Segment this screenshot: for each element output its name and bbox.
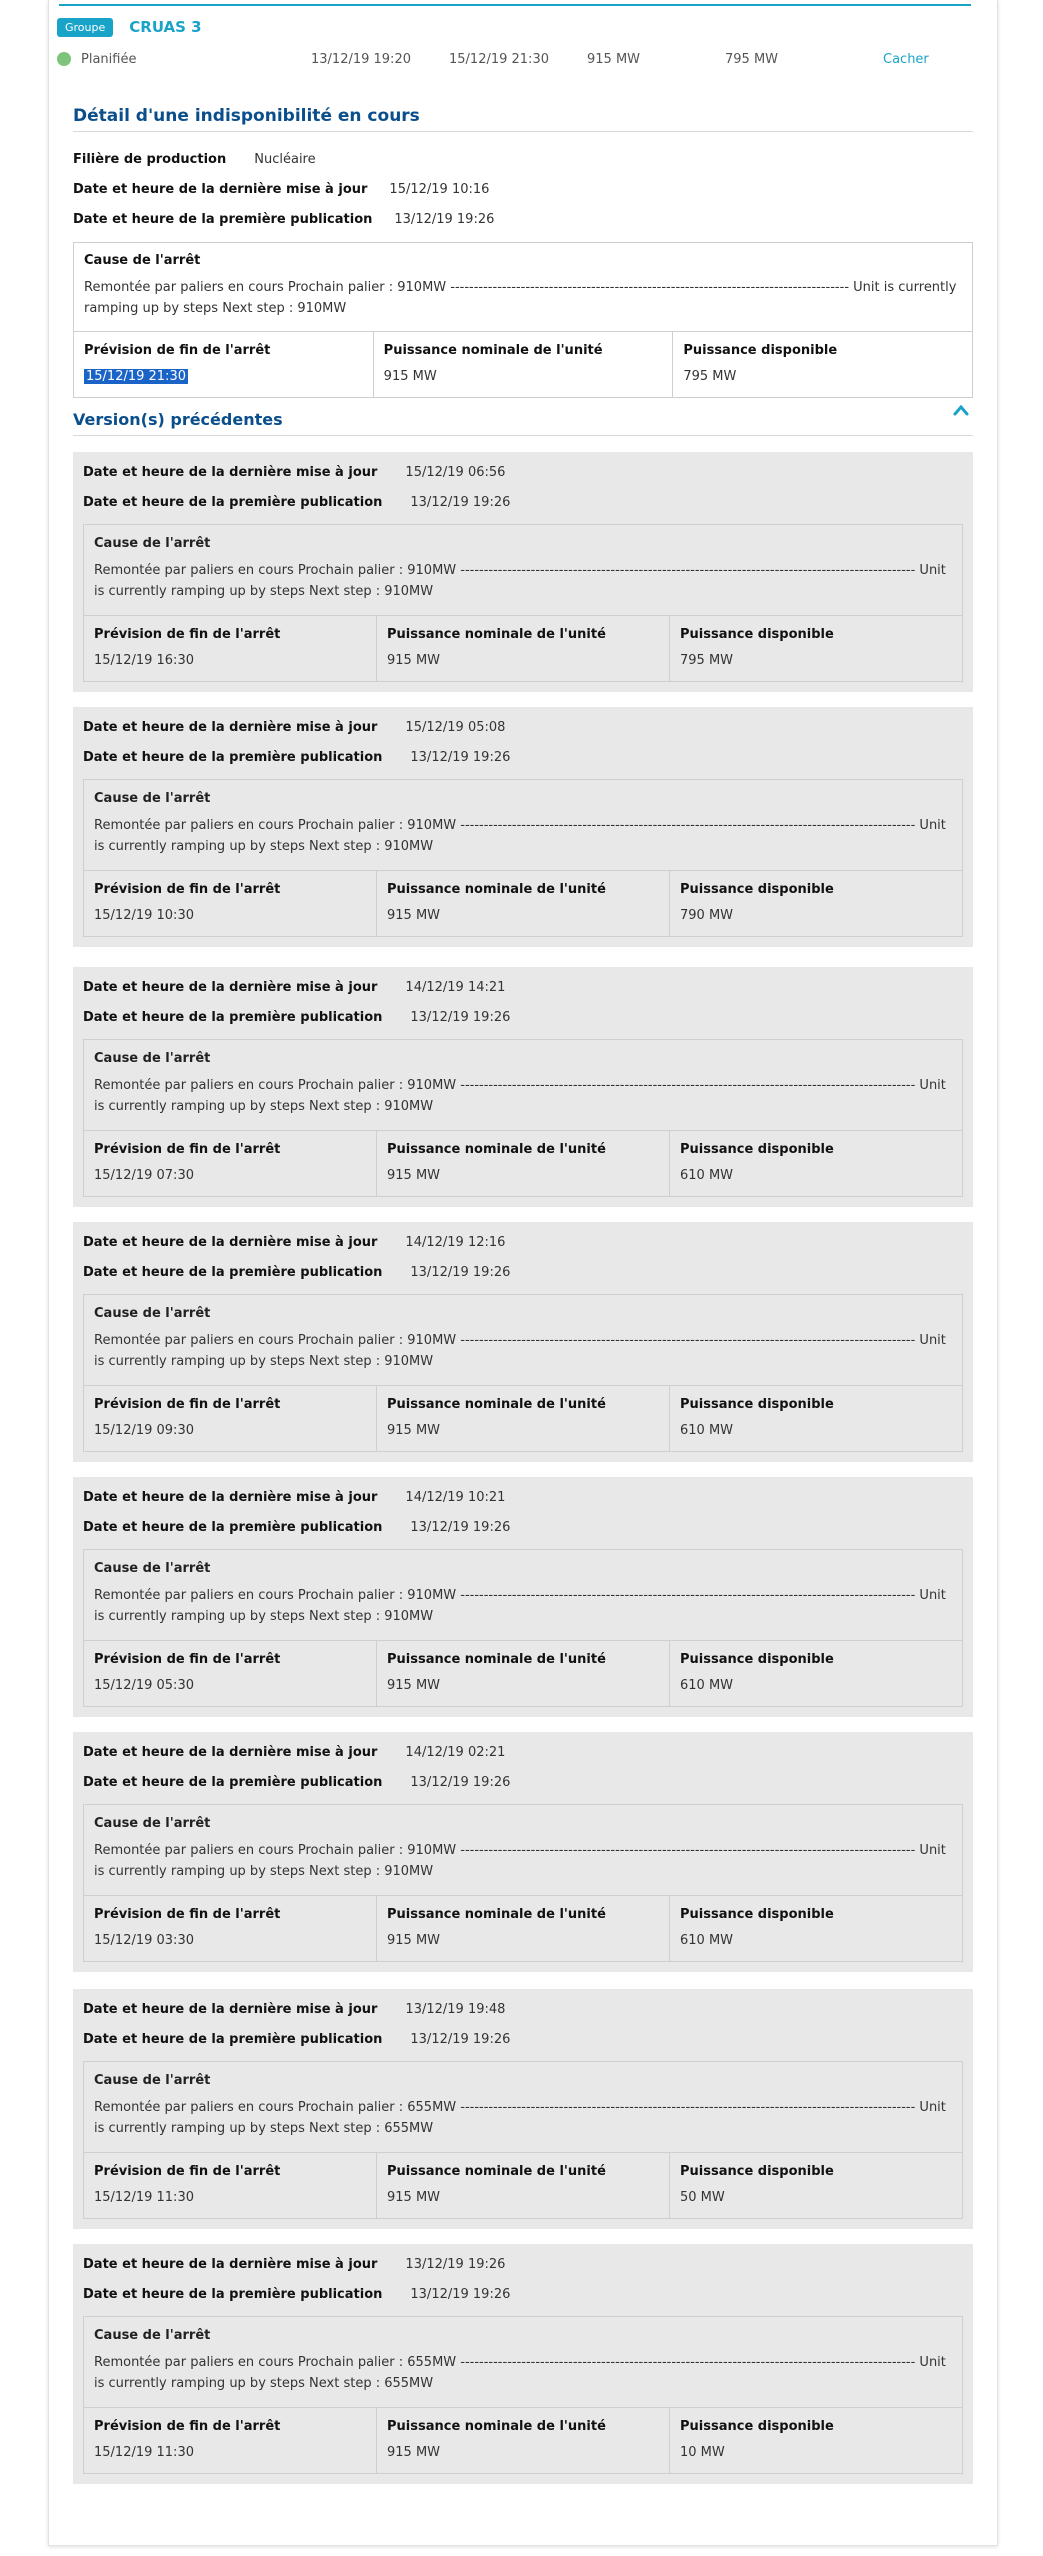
version-first-pub-label: Date et heure de la première publication xyxy=(83,2031,383,2047)
version-nominal-value: 915 MW xyxy=(387,908,441,923)
unavailability-panel xyxy=(48,0,998,2546)
version-first-pub-row xyxy=(83,1516,510,1538)
version-first-pub-label: Date et heure de la première publication xyxy=(83,1009,383,1025)
version-last-update-value: 15/12/19 06:56 xyxy=(405,464,506,480)
version-last-update-value: 14/12/19 14:21 xyxy=(405,979,506,995)
version-available-label: Puissance disponible xyxy=(680,1142,834,1157)
version-cells xyxy=(84,615,962,681)
version-cause-label: Cause de l'arrêt xyxy=(94,2328,211,2343)
version-last-update-row xyxy=(83,976,505,998)
version-end-forecast-label: Prévision de fin de l'arrêt xyxy=(94,882,281,897)
version-first-pub-label: Date et heure de la première publication xyxy=(83,1774,383,1790)
version-nominal-cell xyxy=(377,2408,670,2473)
version-last-update-row xyxy=(83,1998,505,2020)
version-first-pub-row xyxy=(83,746,510,768)
detail-cells xyxy=(74,331,972,397)
version-first-pub-value: 13/12/19 19:26 xyxy=(410,494,511,510)
version-cells xyxy=(84,1895,962,1961)
version-cause-text: Remontée par paliers en cours Prochain palier : 655MW ------------------------------------------------------------------------------------------------- Unit is currently ramping up by steps Next step : 655MW xyxy=(94,2355,946,2391)
version-first-pub-row xyxy=(83,491,510,513)
version-nominal-cell xyxy=(377,2153,670,2218)
version-end-forecast-cell xyxy=(84,2153,377,2218)
version-first-pub-value: 13/12/19 19:26 xyxy=(410,2031,511,2047)
version-nominal-value: 915 MW xyxy=(387,2190,441,2205)
version-last-update-row xyxy=(83,461,505,483)
version-available-cell xyxy=(670,1641,962,1706)
chevron-up-icon[interactable] xyxy=(953,404,969,416)
version-last-update-label: Date et heure de la dernière mise à jour xyxy=(83,719,378,735)
version-cause-text: Remontée par paliers en cours Prochain palier : 910MW ------------------------------------------------------------------------------------------------- Unit is currently ramping up by steps Next step : 910MW xyxy=(94,1078,946,1114)
version-available-cell xyxy=(670,2408,962,2473)
hide-link[interactable]: Cacher xyxy=(883,51,929,67)
version-detail-box xyxy=(83,2061,963,2219)
unit-name[interactable]: CRUAS 3 xyxy=(129,18,202,36)
version-cells xyxy=(84,1640,962,1706)
version-available-cell xyxy=(670,871,962,936)
cause-label: Cause de l'arrêt xyxy=(84,253,201,268)
available-value: 795 MW xyxy=(683,369,737,384)
version-first-pub-row xyxy=(83,2028,510,2050)
version-available-label: Puissance disponible xyxy=(680,2164,834,2179)
version-cause-label: Cause de l'arrêt xyxy=(94,1306,211,1321)
version-last-update-label: Date et heure de la dernière mise à jour xyxy=(83,1234,378,1250)
version-nominal-cell xyxy=(377,1641,670,1706)
version-cause-label: Cause de l'arrêt xyxy=(94,1561,211,1576)
version-available-label: Puissance disponible xyxy=(680,1397,834,1412)
version-available-label: Puissance disponible xyxy=(680,1907,834,1922)
version-card xyxy=(73,707,973,947)
detail-title: Détail d'une indisponibilité en cours xyxy=(73,106,973,132)
version-card xyxy=(73,1477,973,1717)
version-cells xyxy=(84,2152,962,2218)
nominal-label: Puissance nominale de l'unité xyxy=(383,343,603,358)
version-last-update-label: Date et heure de la dernière mise à jour xyxy=(83,1489,378,1505)
version-card xyxy=(73,2244,973,2484)
version-available-cell xyxy=(670,616,962,681)
status-text: Planifiée xyxy=(81,51,137,67)
previous-title: Version(s) précédentes xyxy=(73,410,973,436)
version-end-forecast-cell xyxy=(84,616,377,681)
version-cause-label: Cause de l'arrêt xyxy=(94,536,211,551)
version-last-update-value: 14/12/19 10:21 xyxy=(405,1489,506,1505)
version-last-update-row xyxy=(83,2253,505,2275)
last-update-label: Date et heure de la dernière mise à jour xyxy=(73,181,368,197)
version-available-label: Puissance disponible xyxy=(680,882,834,897)
filiere-value: Nucléaire xyxy=(254,151,316,167)
version-detail-box xyxy=(83,1549,963,1707)
version-card xyxy=(73,452,973,692)
version-available-cell xyxy=(670,1386,962,1451)
version-last-update-value: 15/12/19 05:08 xyxy=(405,719,506,735)
version-end-forecast-cell xyxy=(84,1131,377,1196)
version-detail-box xyxy=(83,779,963,937)
version-nominal-label: Puissance nominale de l'unité xyxy=(387,2419,606,2434)
status-row xyxy=(57,48,989,70)
version-end-forecast-label: Prévision de fin de l'arrêt xyxy=(94,1397,281,1412)
version-first-pub-row xyxy=(83,1771,510,1793)
version-end-forecast-value: 15/12/19 11:30 xyxy=(94,2445,194,2460)
version-last-update-value: 14/12/19 12:16 xyxy=(405,1234,506,1250)
version-cause-text: Remontée par paliers en cours Prochain palier : 910MW ------------------------------------------------------------------------------------------------- Unit is currently ramping up by steps Next step : 910MW xyxy=(94,818,946,854)
version-available-label: Puissance disponible xyxy=(680,2419,834,2434)
version-last-update-value: 13/12/19 19:48 xyxy=(405,2001,506,2017)
version-end-forecast-value: 15/12/19 05:30 xyxy=(94,1678,194,1693)
version-available-value: 610 MW xyxy=(680,1423,734,1438)
last-update-row xyxy=(73,178,489,200)
version-cause-label: Cause de l'arrêt xyxy=(94,791,211,806)
group-badge: Groupe xyxy=(57,18,113,37)
version-nominal-cell xyxy=(377,1131,670,1196)
version-detail-box xyxy=(83,524,963,682)
version-end-forecast-cell xyxy=(84,1386,377,1451)
version-detail-box xyxy=(83,2316,963,2474)
available-label: Puissance disponible xyxy=(683,343,838,358)
version-last-update-label: Date et heure de la dernière mise à jour xyxy=(83,2256,378,2272)
version-available-cell xyxy=(670,2153,962,2218)
version-cause-text: Remontée par paliers en cours Prochain palier : 655MW ------------------------------------------------------------------------------------------------- Unit is currently ramping up by steps Next step : 655MW xyxy=(94,2100,946,2136)
version-last-update-row xyxy=(83,1231,505,1253)
version-first-pub-value: 13/12/19 19:26 xyxy=(410,1264,511,1280)
version-card xyxy=(73,1732,973,1972)
version-nominal-cell xyxy=(377,616,670,681)
end-forecast-label: Prévision de fin de l'arrêt xyxy=(84,343,271,358)
version-first-pub-row xyxy=(83,1261,510,1283)
version-available-value: 790 MW xyxy=(680,908,734,923)
version-end-forecast-label: Prévision de fin de l'arrêt xyxy=(94,2419,281,2434)
version-end-forecast-value: 15/12/19 10:30 xyxy=(94,908,194,923)
version-cause-text: Remontée par paliers en cours Prochain palier : 910MW ------------------------------------------------------------------------------------------------- Unit is currently ramping up by steps Next step : 910MW xyxy=(94,1588,946,1624)
available-cell xyxy=(673,332,972,397)
version-available-value: 610 MW xyxy=(680,1678,734,1693)
version-first-pub-value: 13/12/19 19:26 xyxy=(410,2286,511,2302)
version-end-forecast-cell xyxy=(84,1896,377,1961)
version-nominal-label: Puissance nominale de l'unité xyxy=(387,1652,606,1667)
version-end-forecast-label: Prévision de fin de l'arrêt xyxy=(94,1907,281,1922)
version-first-pub-label: Date et heure de la première publication xyxy=(83,1519,383,1535)
status-nominal: 915 MW xyxy=(587,51,641,67)
version-cause-text: Remontée par paliers en cours Prochain palier : 910MW ------------------------------------------------------------------------------------------------- Unit is currently ramping up by steps Next step : 910MW xyxy=(94,563,946,599)
version-available-value: 795 MW xyxy=(680,653,734,668)
end-forecast-cell xyxy=(74,332,374,397)
version-first-pub-row xyxy=(83,2283,510,2305)
version-cells xyxy=(84,870,962,936)
version-nominal-value: 915 MW xyxy=(387,2445,441,2460)
version-end-forecast-value: 15/12/19 09:30 xyxy=(94,1423,194,1438)
first-pub-row xyxy=(73,208,494,230)
status-available: 795 MW xyxy=(725,51,779,67)
status-dot-icon xyxy=(57,52,71,66)
version-first-pub-label: Date et heure de la première publication xyxy=(83,1264,383,1280)
version-nominal-value: 915 MW xyxy=(387,1678,441,1693)
version-end-forecast-cell xyxy=(84,871,377,936)
version-end-forecast-label: Prévision de fin de l'arrêt xyxy=(94,1652,281,1667)
version-last-update-row xyxy=(83,1486,505,1508)
version-nominal-cell xyxy=(377,1896,670,1961)
version-nominal-label: Puissance nominale de l'unité xyxy=(387,882,606,897)
version-nominal-label: Puissance nominale de l'unité xyxy=(387,1142,606,1157)
version-cause-label: Cause de l'arrêt xyxy=(94,1816,211,1831)
version-last-update-row xyxy=(83,716,505,738)
first-pub-label: Date et heure de la première publication xyxy=(73,211,373,227)
version-last-update-value: 13/12/19 19:26 xyxy=(405,2256,506,2272)
version-end-forecast-value: 15/12/19 16:30 xyxy=(94,653,194,668)
version-nominal-cell xyxy=(377,871,670,936)
version-available-cell xyxy=(670,1896,962,1961)
version-end-forecast-cell xyxy=(84,1641,377,1706)
version-available-value: 10 MW xyxy=(680,2445,725,2460)
version-nominal-value: 915 MW xyxy=(387,1423,441,1438)
version-nominal-label: Puissance nominale de l'unité xyxy=(387,1907,606,1922)
version-cells xyxy=(84,2407,962,2473)
version-nominal-label: Puissance nominale de l'unité xyxy=(387,627,606,642)
version-end-forecast-value: 15/12/19 07:30 xyxy=(94,1168,194,1183)
version-card xyxy=(73,967,973,1207)
version-available-value: 50 MW xyxy=(680,2190,725,2205)
status-end: 15/12/19 21:30 xyxy=(449,51,549,67)
version-nominal-cell xyxy=(377,1386,670,1451)
version-first-pub-value: 13/12/19 19:26 xyxy=(410,1009,511,1025)
unit-header xyxy=(57,15,202,39)
version-available-label: Puissance disponible xyxy=(680,627,834,642)
version-last-update-row xyxy=(83,1741,505,1763)
first-pub-value: 13/12/19 19:26 xyxy=(394,211,495,227)
version-end-forecast-label: Prévision de fin de l'arrêt xyxy=(94,1142,281,1157)
version-cause-label: Cause de l'arrêt xyxy=(94,1051,211,1066)
version-first-pub-value: 13/12/19 19:26 xyxy=(410,1774,511,1790)
version-cause-text: Remontée par paliers en cours Prochain palier : 910MW ------------------------------------------------------------------------------------------------- Unit is currently ramping up by steps Next step : 910MW xyxy=(94,1843,946,1879)
version-detail-box xyxy=(83,1294,963,1452)
version-end-forecast-cell xyxy=(84,2408,377,2473)
version-end-forecast-value: 15/12/19 03:30 xyxy=(94,1933,194,1948)
version-cells xyxy=(84,1130,962,1196)
version-first-pub-label: Date et heure de la première publication xyxy=(83,494,383,510)
version-cause-text: Remontée par paliers en cours Prochain palier : 910MW ------------------------------------------------------------------------------------------------- Unit is currently ramping up by steps Next step : 910MW xyxy=(94,1333,946,1369)
version-first-pub-value: 13/12/19 19:26 xyxy=(410,749,511,765)
version-nominal-value: 915 MW xyxy=(387,653,441,668)
version-detail-box xyxy=(83,1804,963,1962)
filiere-row xyxy=(73,148,316,170)
version-end-forecast-label: Prévision de fin de l'arrêt xyxy=(94,2164,281,2179)
version-card xyxy=(73,1989,973,2229)
version-nominal-value: 915 MW xyxy=(387,1168,441,1183)
version-first-pub-label: Date et heure de la première publication xyxy=(83,2286,383,2302)
version-nominal-label: Puissance nominale de l'unité xyxy=(387,2164,606,2179)
version-cause-label: Cause de l'arrêt xyxy=(94,2073,211,2088)
detail-box xyxy=(73,242,973,398)
version-first-pub-row xyxy=(83,1006,510,1028)
filiere-label: Filière de production xyxy=(73,151,227,167)
version-detail-box xyxy=(83,1039,963,1197)
version-card xyxy=(73,1222,973,1462)
version-last-update-label: Date et heure de la dernière mise à jour xyxy=(83,1744,378,1760)
version-available-value: 610 MW xyxy=(680,1933,734,1948)
version-nominal-label: Puissance nominale de l'unité xyxy=(387,1397,606,1412)
version-available-cell xyxy=(670,1131,962,1196)
version-first-pub-label: Date et heure de la première publication xyxy=(83,749,383,765)
version-end-forecast-value: 15/12/19 11:30 xyxy=(94,2190,194,2205)
version-last-update-value: 14/12/19 02:21 xyxy=(405,1744,506,1760)
version-last-update-label: Date et heure de la dernière mise à jour xyxy=(83,979,378,995)
status-start: 13/12/19 19:20 xyxy=(311,51,411,67)
version-first-pub-value: 13/12/19 19:26 xyxy=(410,1519,511,1535)
end-forecast-value[interactable]: 15/12/19 21:30 xyxy=(86,369,186,384)
version-cells xyxy=(84,1385,962,1451)
nominal-cell xyxy=(374,332,674,397)
version-last-update-label: Date et heure de la dernière mise à jour xyxy=(83,2001,378,2017)
cause-text: Remontée par paliers en cours Prochain palier : 910MW ------------------------------------------------------------------------------------- Unit is currently ramping up by steps Next step : 910MW xyxy=(84,280,957,316)
version-last-update-label: Date et heure de la dernière mise à jour xyxy=(83,464,378,480)
version-nominal-value: 915 MW xyxy=(387,1933,441,1948)
version-end-forecast-label: Prévision de fin de l'arrêt xyxy=(94,627,281,642)
top-divider xyxy=(59,0,971,6)
last-update-value: 15/12/19 10:16 xyxy=(389,181,490,197)
nominal-value: 915 MW xyxy=(383,369,437,384)
version-available-value: 610 MW xyxy=(680,1168,734,1183)
version-available-label: Puissance disponible xyxy=(680,1652,834,1667)
